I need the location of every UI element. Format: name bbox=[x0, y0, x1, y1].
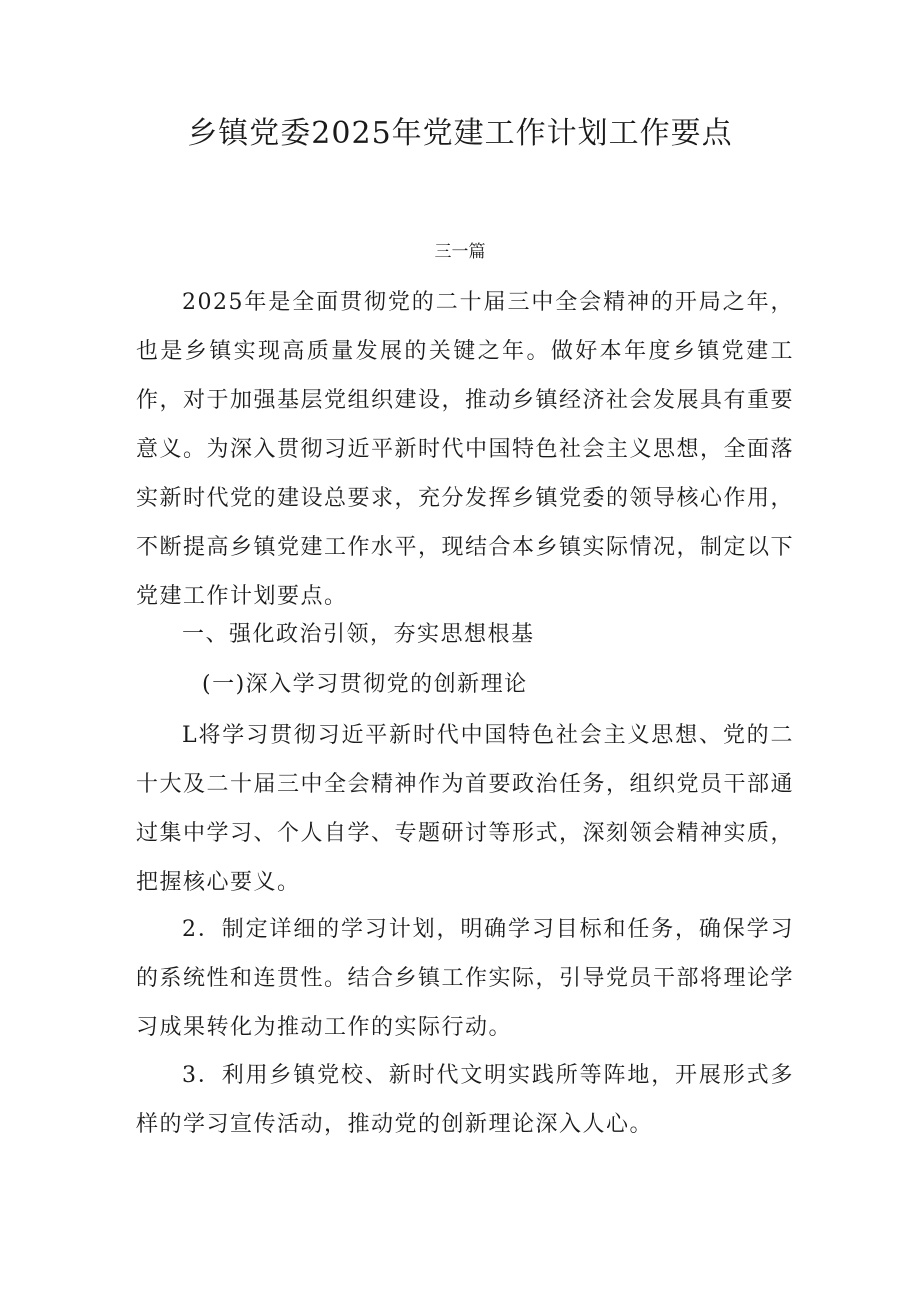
document-title: 乡镇党委2025年党建工作计划工作要点 bbox=[187, 116, 733, 151]
document-subtitle: 三一篇 bbox=[434, 242, 486, 262]
list-item: 3．利用乡镇党校、新时代文明实践所等阵地，开展形式多样的学习宣传活动，推动党的创新理论深入人心。 bbox=[136, 1063, 794, 1137]
list-item: L将学习贯彻习近平新时代中国特色社会主义思想、党的二十大及二十届三中全会精神作为首要政治任务，组织党员干部通过集中学习、个人自学、专题研讨等形式，深刻领会精神实质，把握核心要义。 bbox=[136, 723, 795, 895]
subsection-heading: (一)深入学习贯彻党的创新理论 bbox=[202, 672, 528, 697]
intro-paragraph: 2025年是全面贯彻党的二十届三中全会精神的开局之年，也是乡镇实现高质量发展的关键之年。做好本年度乡镇党建工作，对于加强基层党组织建设，推动乡镇经济社会发展具有重要意义。为深入贯彻习近平新时代中国特色社会主义思想，全面落实新时代党的建设总要求，充分发挥乡镇党委的领导核心作用，不断提高乡镇党建工作水平，现结合本乡镇实际情况，制定以下党建工作计划要点。 bbox=[136, 290, 795, 609]
list-item: 2．制定详细的学习计划，明确学习目标和任务，确保学习的系统性和连贯性。结合乡镇工作实际，引导党员干部将理论学习成果转化为推动工作的实际行动。 bbox=[136, 917, 795, 1040]
section-heading: 一、强化政治引领，夯实思想根基 bbox=[182, 622, 535, 647]
